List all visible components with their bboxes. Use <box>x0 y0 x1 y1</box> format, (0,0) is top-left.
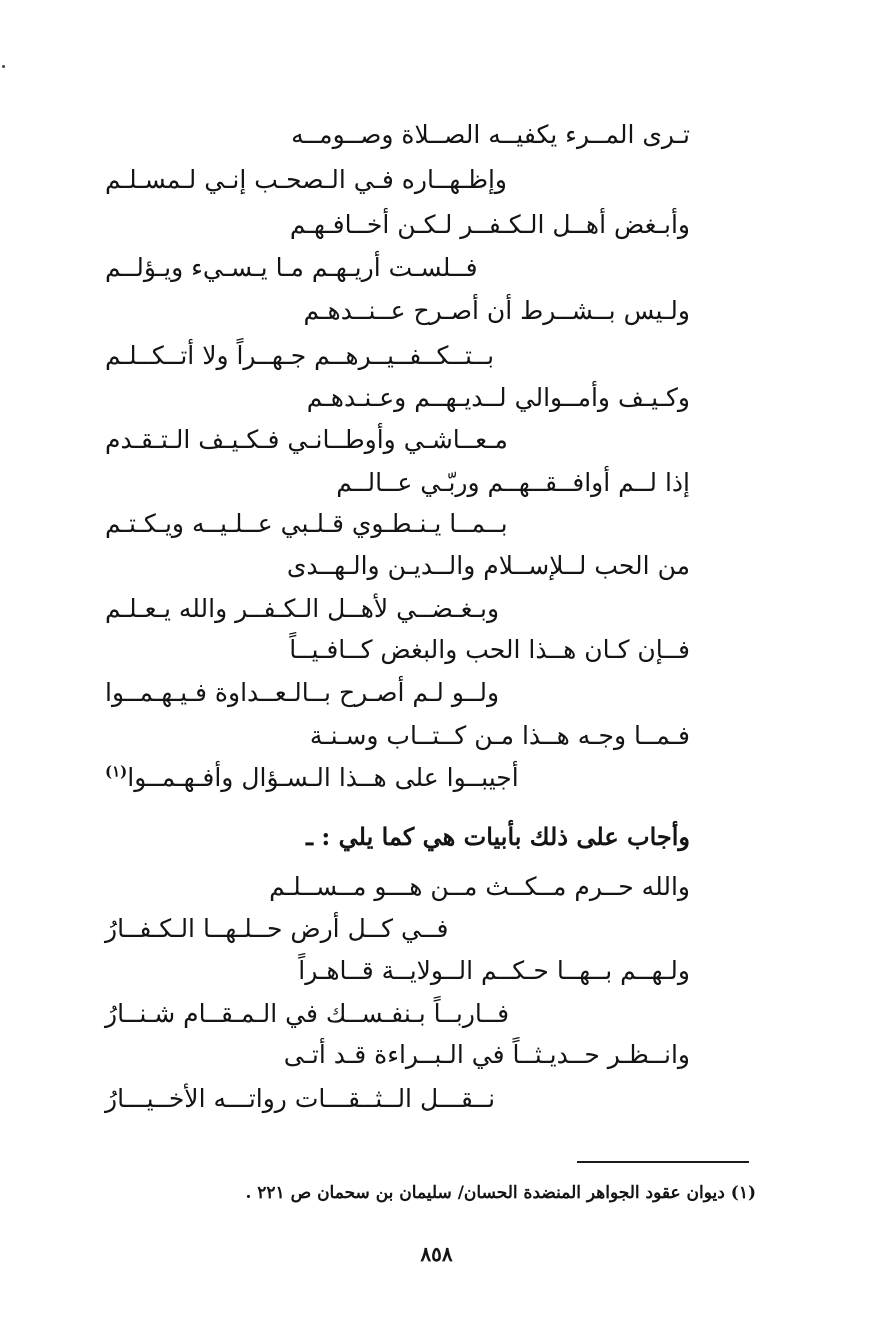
poem-line: وانــظـر حــديـثــاً في الـبــراءة قـد أتـى <box>283 1040 690 1069</box>
poem-line-with-footnote <box>105 761 519 795</box>
poem-line: فــلسـت أريـهـم مـا يـسـيء ويـؤلــم <box>105 253 478 282</box>
poem-line: ولـيس بــشــرط أن أصـرح عــنــدهـم <box>303 296 690 325</box>
footnote: (١) ديوان عقود الجواهر المنضدة الحسان/ سليمان بن سحمان ص ٢٢١ . <box>245 1183 756 1203</box>
poem-line: وإظـهــاره فـي الـصحـب إنـي لـمسـلـم <box>105 165 508 194</box>
prose-line: وأجاب على ذلك بأبيات هي كما يلي : ـ <box>306 822 690 851</box>
scan-speck <box>2 65 5 68</box>
poem-line: بــمــا يـنـطـوي قـلـبي عــلـيــه ويـكـتـم <box>105 509 508 538</box>
poem-line: مـعــاشـي وأوطــانـي فـكـيـف الـتـقـدم <box>105 425 508 454</box>
footnote-marker: (١) <box>105 762 128 781</box>
poem-line: وكـيـف وأمــوالي لــديـهــم وعـنـدهـم <box>306 383 690 412</box>
poem-line: من الحب لــلإســلام والــديـن والـهــدى <box>286 551 690 580</box>
poem-line: بــتــكــفــيــرهــم جـهــراً ولا أتــكــلـم <box>105 341 495 370</box>
poem-line: فــاربــاً بـنفـســك في الـمـقــام شـنــارُ <box>105 999 510 1028</box>
poem-line: إذا لــم أوافــقــهــم وربّـي عــالــم <box>336 468 690 497</box>
poem-line: فــإن كـان هــذا الحب والبغض كــافـيــاً <box>289 635 690 664</box>
poem-line: ولـهــم بــهــا حـكــم الــولايــة قــاهـراً <box>298 956 690 985</box>
poem-line: وأبـغض أهــل الـكـفــر لـكـن أخــافـهـم <box>289 210 690 239</box>
poem-line: فــي كــل أرض حــلـهــا الـكـفــارُ <box>105 914 449 943</box>
poem-line: والله حــرم مــكــث مــن هـــو مــســلـم <box>269 872 690 901</box>
page-number: ٨٥٨ <box>420 1242 453 1266</box>
poem-line: ولــو لـم أصـرح بــالـعــداوة فـيـهـمــوا <box>105 678 500 707</box>
poem-line: تـرى المــرء يكفيــه الصــلاة وصــومــه <box>291 120 690 149</box>
poem-line: فـمــا وجـه هــذا مـن كــتــاب وسـنـة <box>309 721 690 750</box>
poem-line-text: أجيبــوا على هــذا الـسـؤال وأفـهـمــوا <box>127 763 519 792</box>
footnote-divider <box>577 1161 749 1163</box>
poem-line: وبـغـضــي لأهــل الـكـفــر والله يـعـلـم <box>105 594 500 623</box>
poem-line: نــقـــل الــثــقـــات رواتـــه الأخــيـــارُ <box>105 1084 496 1113</box>
